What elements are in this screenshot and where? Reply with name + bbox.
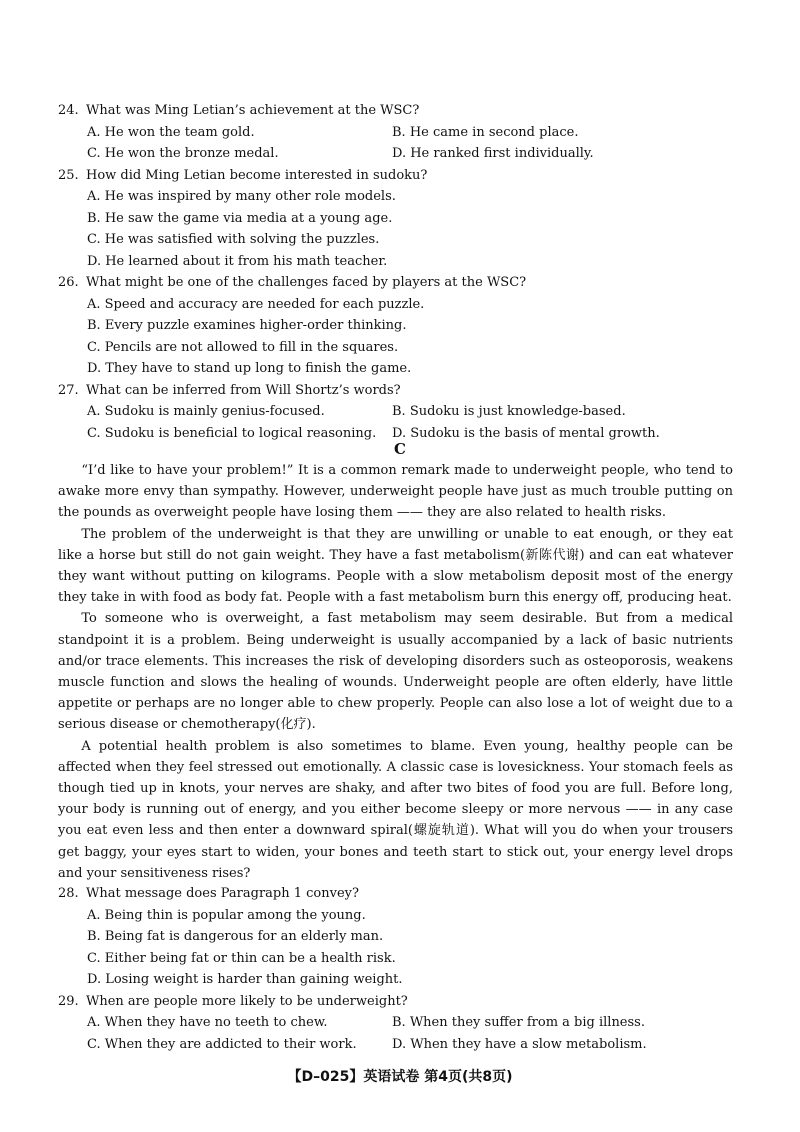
question-text: What can be inferred from Will Shortz’s words?: [86, 382, 401, 398]
question-text: What might be one of the challenges faced by players at the WSC?: [86, 275, 527, 290]
paragraph-2: The problem of the underweight is that they are unwilling or unable to eat enough, or they eat like a horse but still do not gain weight. They have a fast metabolism(新陈代谢) and can eat whatever they want without putting on kilograms. People with a slow metabolism deposit most of the energy they take in with food as body fat. People with a fast metabolism burn this energy off, producing heat.: [58, 526, 733, 606]
question-text: How did Ming Letian become interested in sudoku?: [86, 167, 428, 183]
question-number: 24.: [58, 103, 79, 118]
option-a: A. Being thin is popular among the young.: [87, 907, 366, 923]
question-text: When are people more likely to be underweight?: [86, 993, 408, 1009]
options: [58, 294, 733, 380]
question-25: [58, 165, 733, 273]
option-d: D. He learned about it from his math teacher.: [87, 253, 388, 269]
option-b: B. Sudoku is just knowledge-based.: [392, 404, 626, 419]
option-d: D. They have to stand up long to finish the game.: [87, 361, 412, 376]
paragraph-1: “I’d like to have your problem!” It is a common remark made to underweight people, who tend to awake more envy than sympathy. However, underweight people have just as much trouble putting on the pounds as overweight people have losing them —— they are also related to health risks.: [58, 463, 733, 521]
options: [58, 905, 733, 991]
page-footer: 【D–025】英语试卷 第4页(共8页): [287, 1069, 513, 1085]
passage-c: [58, 460, 733, 884]
option-d: D. When they have a slow metabolism.: [392, 1036, 647, 1052]
option-b: B. Being fat is dangerous for an elderly man.: [87, 929, 384, 944]
paragraph-3: To someone who is overweight, a fast metabolism may seem desirable. But from a medical standpoint it is a problem. Being underweight is usually accompanied by a lack of basic nutrients and/or trace elements. This increases the risk of developing disorders such as osteoporosis, weakens muscle function and slows the healing of wounds. Underweight people are often elderly, have little appetite or perhaps are no longer able to chew properly. People can also lose a lot of weight due to a serious disease or chemotherapy(化疗).: [58, 611, 733, 733]
question-text: What was Ming Letian’s achievement at the WSC?: [86, 103, 420, 118]
question-26: [58, 272, 733, 380]
paragraph-4: A potential health problem is also sometimes to blame. Even young, healthy people can be affected when they feel stressed out emotionally. A classic case is lovesickness. Your stomach feels as though tied up in knots, your nerves are shaky, and after two bites of food you are full. Before long, your body is running out of energy, and you either become sleepy or more nervous —— in any case you eat even less and then enter a downward spiral(螺旋轨道). What will you do when your trousers get baggy, your eyes start to widen, your bones and teeth start to stick out, your energy level drops and your sensitiveness rises?: [58, 738, 733, 881]
option-a: A. He was inspired by many other role models.: [87, 189, 396, 204]
options: [58, 1012, 733, 1055]
question-number: 25.: [58, 167, 79, 183]
option-b: B. He came in second place.: [392, 124, 579, 140]
options: [58, 401, 733, 444]
question-27: [58, 380, 733, 445]
option-d: D. He ranked first individually.: [392, 146, 594, 161]
option-a: A. He won the team gold.: [87, 124, 255, 140]
question-29: [58, 991, 733, 1056]
questions-c: [58, 883, 733, 1055]
question-28: [58, 883, 733, 991]
question-24: [58, 100, 733, 165]
question-text: What message does Paragraph 1 convey?: [86, 886, 359, 901]
option-c: C. He won the bronze medal.: [87, 146, 279, 161]
options: [58, 122, 733, 165]
option-c: C. Either being fat or thin can be a health risk.: [87, 950, 396, 966]
option-c: C. He was satisfied with solving the puzzles.: [87, 232, 380, 247]
option-a: A. Sudoku is mainly genius-focused.: [87, 404, 325, 419]
questions-b: [58, 100, 733, 444]
question-number: 28.: [58, 886, 79, 901]
options: [58, 186, 733, 272]
option-a: A. Speed and accuracy are needed for each puzzle.: [87, 296, 425, 312]
option-b: B. When they suffer from a big illness.: [392, 1015, 645, 1030]
option-a: A. When they have no teeth to chew.: [87, 1015, 328, 1030]
section-c-label: C: [394, 440, 406, 458]
question-number: 26.: [58, 275, 79, 290]
question-number: 29.: [58, 993, 79, 1009]
option-d: D. Sudoku is the basis of mental growth.: [392, 425, 660, 441]
option-d: D. Losing weight is harder than gaining weight.: [87, 972, 403, 987]
question-number: 27.: [58, 382, 79, 398]
option-c: C. Sudoku is beneficial to logical reasoning.: [87, 425, 377, 441]
option-c: C. Pencils are not allowed to fill in the squares.: [87, 339, 399, 355]
option-b: B. Every puzzle examines higher-order thinking.: [87, 318, 407, 333]
option-c: C. When they are addicted to their work.: [87, 1036, 357, 1052]
option-b: B. He saw the game via media at a young age.: [87, 210, 393, 226]
